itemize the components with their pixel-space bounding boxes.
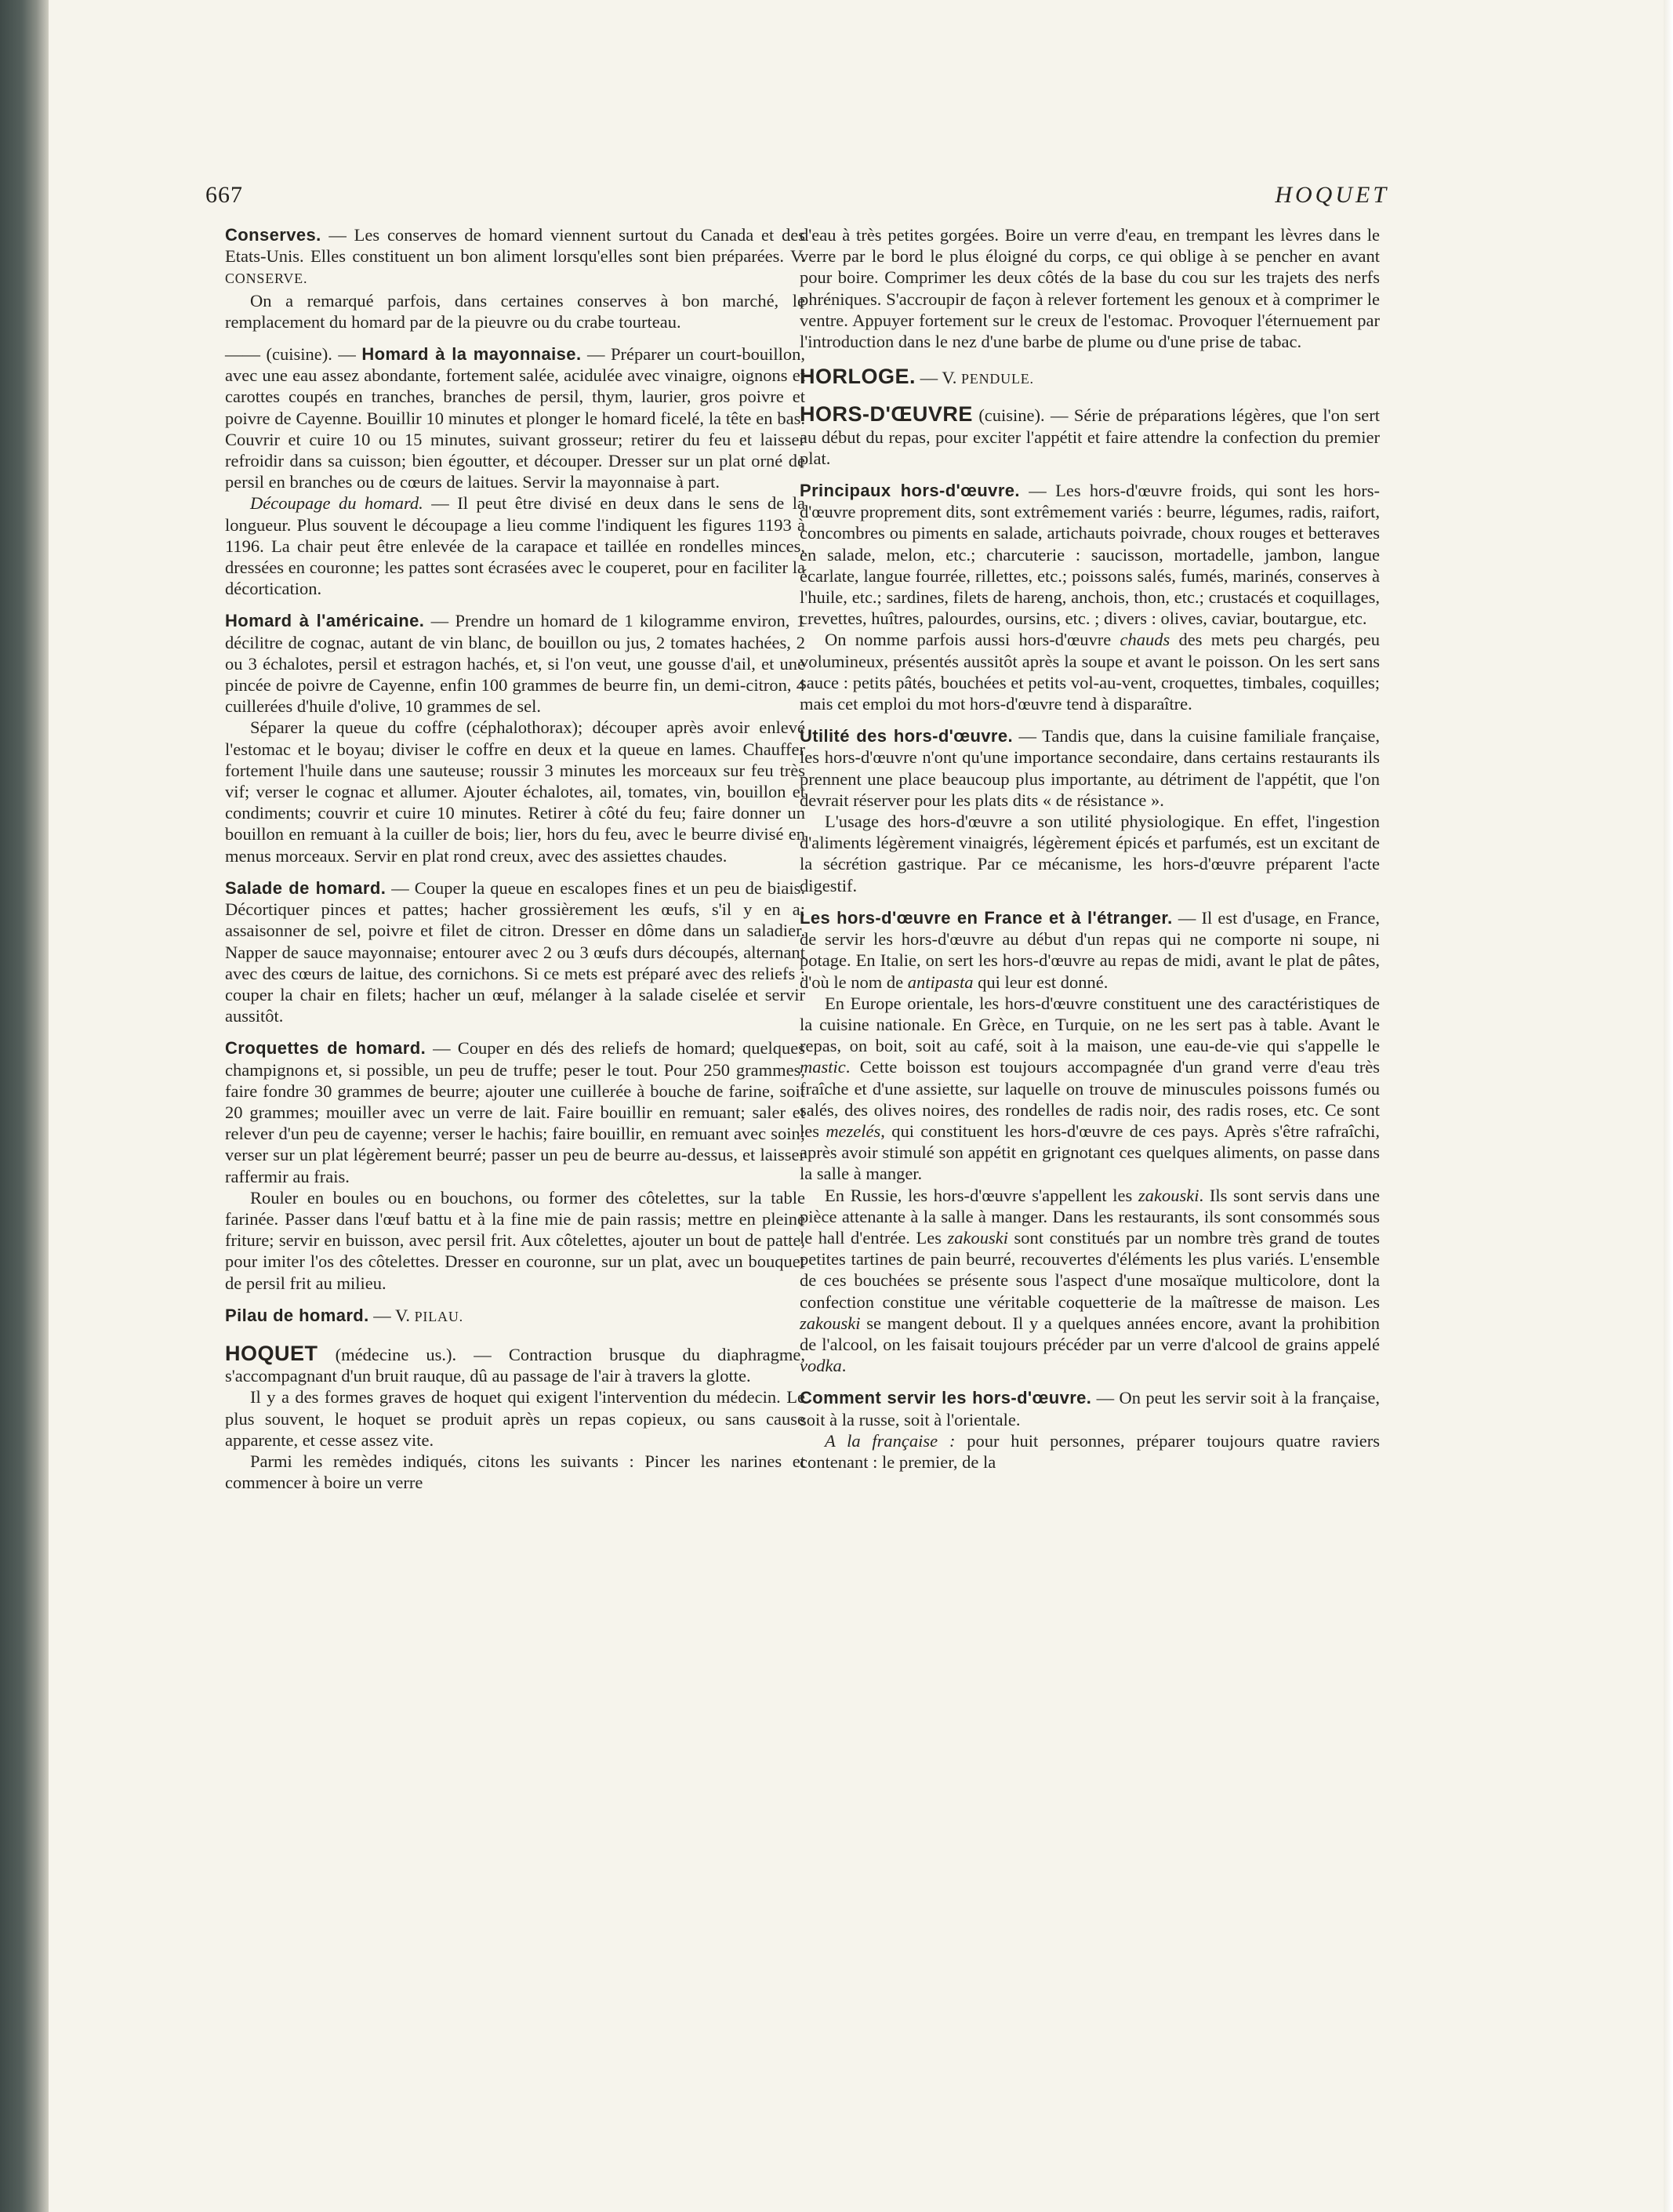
paragraph: Pilau de homard. — V. PILAU. [225, 1305, 463, 1325]
paragraph: HOQUET (médecine us.). — Contraction brusque du diaphragme, s'accompagnant d'un bruit rauque, dû au passage de l'air à travers la glotte. [225, 1341, 805, 1386]
running-headword: HOQUET [1275, 182, 1389, 208]
paragraph: Séparer la queue du coffre (céphalothorax); découper après avoir enlevé l'estomac et le boyau; diviser le coffre en deux et la queue en lames. Chauffer fortement l'huile dans une sauteuse; roussir 3 minutes les morceaux sur feu très vif; verser le cognac et allumer. Ajouter échalotes, ail, tomates, vin, bouillon et condiments; couvrir et cuire 10 minutes. Retirer à côté du feu; faire donner un bouillon en remuant à la cuiller de bois; lier, hors du feu, avec le beurre divisé en menus morceaux. Servir en plat rond creux, avec des assiettes chaudes. [225, 717, 805, 866]
paragraph: En Europe orientale, les hors-d'œuvre constituent une des caractéristiques de la cuisine nationale. En Grèce, en Turquie, on ne les sert pas à table. Avant le repas, on boit, soit au café, soit à la maison, une eau-de-vie qui s'appelle le mastic. Cette boisson est toujours accompagnée d'un grand verre d'eau très fraîche et d'une assiette, sur laquelle on trouve de minuscules poissons fumés ou salés, des olives noires, des rondelles de radis noir, des radis roses, etc. Ce sont les mezelés, qui constituent les hors-d'œuvre de ces pays. Après s'être rafraîchi, après avoir stimulé son appétit en grignotant ces quelques aliments, on passe dans la salle à manger. [800, 993, 1380, 1184]
paragraph: HORLOGE. — V. PENDULE. [800, 365, 1034, 389]
paragraph: On nomme parfois aussi hors-d'œuvre chauds des mets peu chargés, peu volumineux, présentés aussitôt après la soupe et avant le poisson. On les sert sans sauce : petits pâtés, bouchées et petits vol-au-vent, croquettes, timbales, coquilles; mais cet emploi du mot hors-d'œuvre tend à disparaître. [800, 630, 1380, 714]
cross-reference: PENDULE. [960, 371, 1034, 387]
subheading: Comment servir les hors-d'œuvre. [800, 1388, 1092, 1408]
paragraph: Croquettes de homard. — Couper en dés des reliefs de homard; quelques champignons et, si possible, un peu de truffe; peser le tout. Pour 250 grammes, faire fondre 30 grammes de beurre; ajouter une cuillerée à bouche de farine, soit 20 grammes; mouiller avec un verre de lait. Faire bouillir en remuant; saler et relever d'un peu de cayenne; verser le hachis; faire bouillir, en remuant avec soin; verser sur un plat légèrement beurré; passer un peu de beurre au-dessus, et laisser raffermir au frais. [225, 1038, 805, 1186]
subheading: Salade de homard. [225, 877, 386, 898]
paragraph: Il y a des formes graves de hoquet qui exigent l'intervention du médecin. Le plus souvent, le hoquet se produit après un repas copieux, ou sans cause apparente, et cesse assez vite. [225, 1387, 805, 1450]
paragraph: Les hors-d'œuvre en France et à l'étranger. — Il est d'usage, en France, de servir les hors-d'œuvre au début d'un repas qui ne comporte ni soupe, ni potage. En Italie, on sert les hors-d'œuvre au repas de midi, avant le plat de pâtes, d'où le nom de antipasta qui leur est donné. [800, 907, 1380, 992]
subheading: Principaux hors-d'œuvre. [800, 481, 1020, 501]
paragraph: —— (cuisine). — Homard à la mayonnaise. — Préparer un court-bouillon, avec une eau assez abondante, fortement salée, acidulée avec vinaigre, oignons et carottes coupés en tranches, branches de persil, thym, laurier, gros poivre et poivre de Cayenne. Bouillir 10 minutes et plonger le homard ficelé, la tête en bas. Couvrir et cuire 10 ou 15 minutes, suivant grosseur; retirer du feu et laisser refroidir dans sa cuisson; bien égoutter, et découper. Dresser sur un plat orné de persil en branches ou de cœurs de laitues. Servir la mayonnaise à part. [225, 344, 805, 492]
page-edge [1664, 0, 1673, 2212]
subheading: Homard à l'américaine. [225, 611, 425, 631]
entry-headword: HOQUET [225, 1341, 318, 1365]
paragraph: Conserves. — Les conserves de homard viennent surtout du Canada et des Etats-Unis. Elles constituent un bon aliment lorsqu'elles sont bien préparées. V. CONSERVE. [225, 225, 805, 287]
paragraph: Salade de homard. — Couper la queue en escalopes fines et un peu de biais. Décortiquer pinces et pattes; hacher grossièrement les œufs, s'il y en a; assaisonner de sel, poivre et filet de citron. Dresser en dôme dans un saladier. Napper de sauce mayonnaise; entourer avec 2 ou 3 œufs durs découpés, alternant avec des cœurs de laitue, des cornichons. Si ce mets est préparé avec des reliefs : couper la chair en filets; hacher un œuf, mélanger à la salade ciselée et servir aussitôt. [225, 877, 805, 1026]
paragraph: Découpage du homard. — Il peut être divisé en deux dans le sens de la longueur. Plus souvent le découpage a lieu comme l'indiquent les figures 1193 à 1196. La chair peut être enlevée de la carapace et taillée en rondelles minces, dressées en couronne; les pattes sont écrasées avec le couperet, pour en faciliter la décortication. [225, 493, 805, 599]
cross-reference: CONSERVE. [225, 271, 308, 287]
paragraph: Comment servir les hors-d'œuvre. — On peut les servir soit à la française, soit à la russe, soit à l'orientale. [800, 1388, 1380, 1429]
running-head [205, 182, 1389, 216]
paragraph: Parmi les remèdes indiqués, citons les suivants : Pincer les narines et commencer à boire un verre [225, 1451, 805, 1493]
subheading: Croquettes de homard. [225, 1038, 426, 1059]
subheading: Découpage du homard. [250, 493, 423, 514]
paragraph: A la française : pour huit personnes, préparer toujours quatre raviers contenant : le premier, de la [800, 1430, 1380, 1472]
subheading: Conserves. [225, 225, 321, 245]
paragraph: d'eau à très petites gorgées. Boire un verre d'eau, en trempant les lèvres dans le verre par le bord le plus éloigné du corps, ce qui oblige à se pencher en avant pour boire. Comprimer les deux côtés de la base du cou sur les trajets des nerfs phréniques. S'accroupir de façon à relever fortement les genoux et à comprimer le ventre. Appuyer fortement sur le creux de l'estomac. Provoquer l'éternuement par l'introduction dans le nez d'une barbe de plume ou d'une prise de tabac. [800, 225, 1380, 352]
paragraph: L'usage des hors-d'œuvre a son utilité physiologique. En effet, l'ingestion d'aliments légèrement vinaigrés, légèrement épicés et parfumés, est un excitant de la sécrétion gastrique. Par ce mécanisme, les hors-d'œuvre préparent l'acte digestif. [800, 812, 1380, 895]
entry-headword: HORS-D'ŒUVRE [800, 402, 973, 427]
book-spine [0, 0, 49, 2212]
subheading: Les hors-d'œuvre en France et à l'étranger. [800, 907, 1173, 928]
paragraph: HORS-D'ŒUVRE (cuisine). — Série de préparations légères, que l'on sert au début du repas, pour exciter l'appétit et faire attendre la confection du premier plat. [800, 402, 1380, 468]
paragraph: Homard à l'américaine. — Prendre un homard de 1 kilogramme environ, 1 décilitre de cognac, autant de vin blanc, de bouillon ou jus, 2 tomates hachées, 2 ou 3 échalotes, persil et estragon hachés, et, si l'on veut, une gousse d'ail, et une pincée de poivre de Cayenne, enfin 100 grammes de beurre fin, un demi-citron, 4 cuillerées d'huile d'olive, 10 grammes de sel. [225, 611, 805, 717]
right-column [800, 224, 1380, 1473]
subheading: Utilité des hors-d'œuvre. [800, 726, 1014, 746]
entry-headword: HORLOGE. [800, 365, 916, 389]
paragraph: Rouler en boules ou en bouchons, ou former des côtelettes, sur la table farinée. Passer dans l'œuf battu et à la fine mie de pain rassis; mettre en pleine friture; servir en buisson, avec persil frit. Aux côtelettes, ajouter un bout de patte, pour imiter l'os des côtelettes. Dresser en couronne, sur un plat, avec un bouquet de persil frit au milieu. [225, 1187, 805, 1293]
paragraph: Utilité des hors-d'œuvre. — Tandis que, dans la cuisine familiale française, les hors-d'œuvre n'ont qu'une importance secondaire, dans certains restaurants ils prennent une place beaucoup plus importante, au détriment de l'appétit, que l'on devrait réserver pour les plats dits « de résistance ». [800, 726, 1381, 810]
left-column [225, 224, 805, 1493]
page-number: 667 [205, 182, 243, 208]
subheading: Homard à la mayonnaise. [361, 344, 582, 365]
subheading: Pilau de homard. [225, 1305, 369, 1325]
paragraph: Principaux hors-d'œuvre. — Les hors-d'œuvre froids, qui sont les hors-d'œuvre proprement dits, sont extrêmement variés : beurre, légumes, radis, raifort, concombres ou piments en salade, artichauts poivrade, choux rouges et betteraves en salade, melon, etc.; charcuterie : saucisson, mortadelle, jambon, langue écarlate, langue fourrée, rillettes, etc.; poissons salés, fumés, marinés, conserves à l'huile, etc.; sardines, filets de hareng, anchois, thon, etc.; crustacés et coquillages, crevettes, huîtres, palourdes, oursins, etc. ; divers : olives, caviar, boutargue, etc. [800, 481, 1381, 629]
paragraph: En Russie, les hors-d'œuvre s'appellent les zakouski. Ils sont servis dans une pièce attenante à la salle à manger. Dans les restaurants, ils sont consommés sous le hall d'entrée. Les zakouski sont constitués par un nombre très grand de toutes petites tartines de pain beurré, recouvertes d'éléments les plus variés. L'ensemble de ces bouchées se présente sous l'aspect d'une mosaïque multicolore, dont la confection constitue une véritable coquetterie de la maîtresse de maison. Les zakouski se mangent debout. Il y a quelques années encore, avant la prohibition de l'alcool, on les faisait toujours précéder par un verre d'alcool de grains appelé vodka. [800, 1185, 1380, 1376]
cross-reference: PILAU. [414, 1308, 463, 1324]
paragraph: On a remarqué parfois, dans certaines conserves à bon marché, le remplacement du homard par de la pieuvre ou du crabe tourteau. [225, 290, 805, 332]
